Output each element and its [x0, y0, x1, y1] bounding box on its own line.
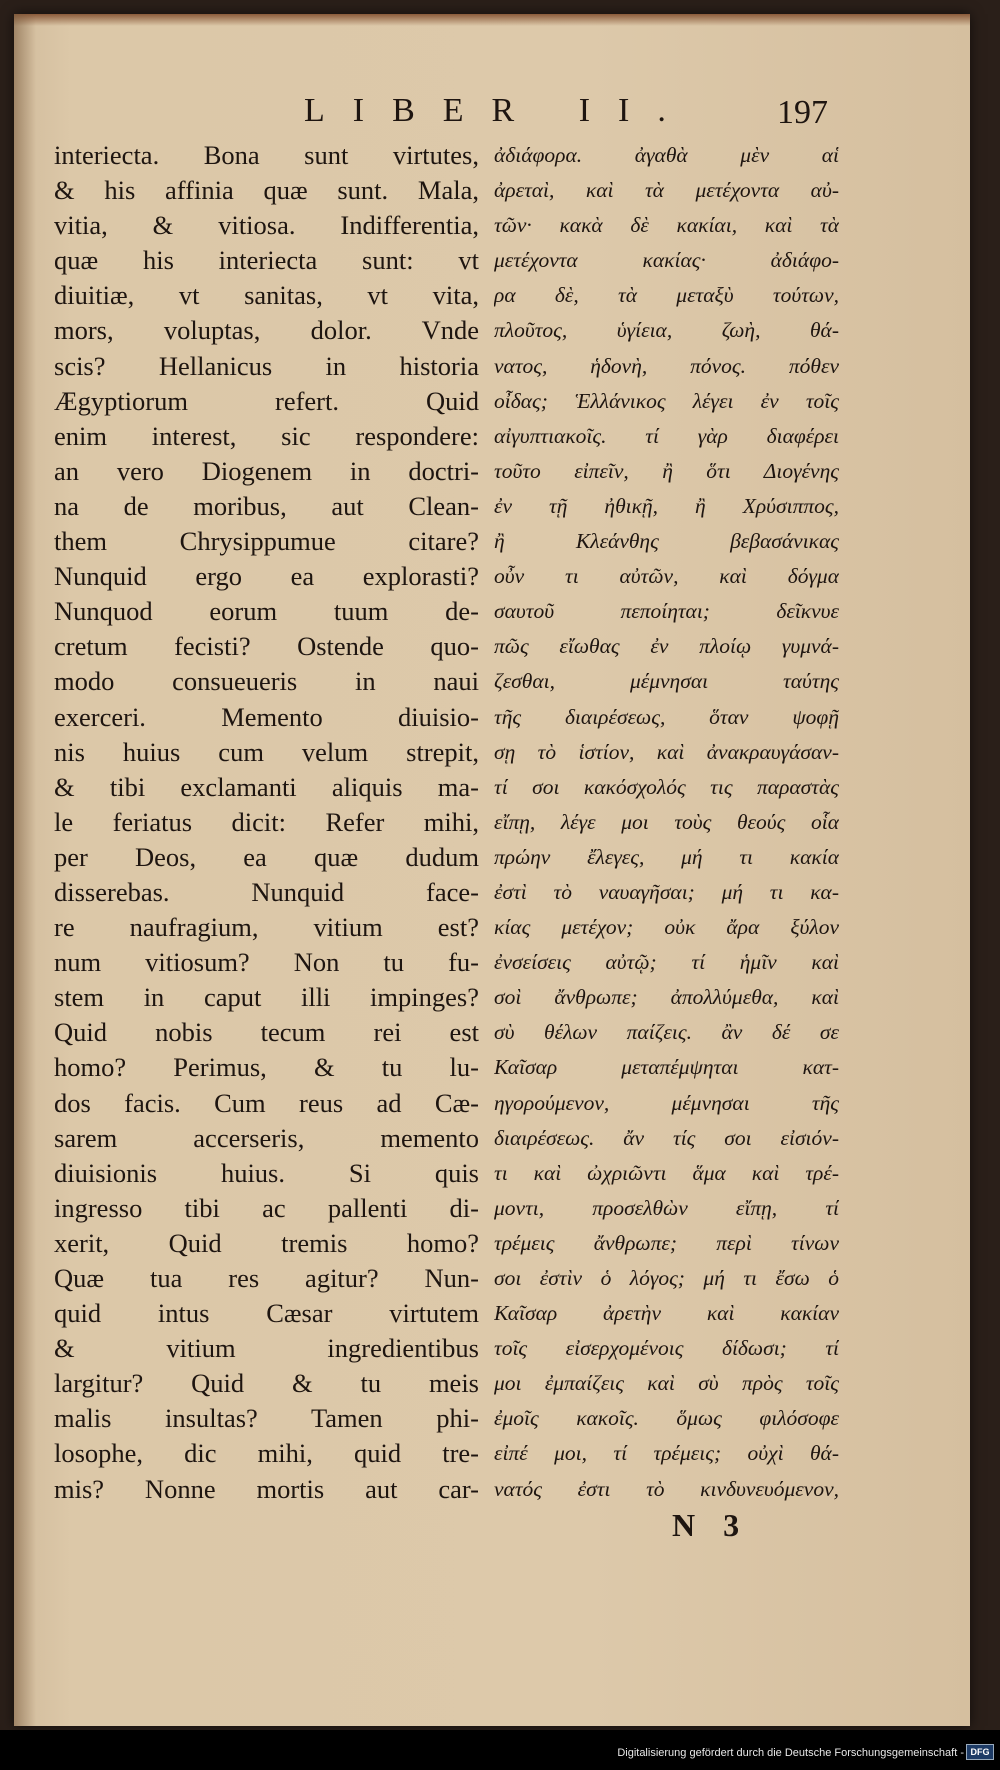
text-line: losophe, dic mihi, quid tre-	[54, 1438, 479, 1469]
text-line: num vitiosum? Non tu fu-	[54, 947, 479, 978]
text-line: τοῖς εἰσερχομένοις δίδωσι; τί	[494, 1336, 839, 1361]
text-line: interiecta. Bona sunt virtutes,	[54, 140, 479, 170]
text-line: vitia, & vitiosa. Indifferentia,	[54, 210, 479, 241]
text-line: σοὶ ἄνθρωπε; ἀπολλύμεθα, καὶ	[494, 985, 839, 1010]
text-line: σοι ἐστὶν ὁ λόγος; μή τι ἔσω ὁ	[494, 1266, 839, 1290]
text-line: πρώην ἔλεγες, μή τι κακία	[494, 844, 839, 869]
text-line: scis? Hellanicus in historia	[54, 350, 479, 381]
text-line: οὖν τι αὐτῶν, καὶ δόγμα	[494, 564, 839, 589]
text-line: xerit, Quid tremis homo?	[54, 1227, 479, 1258]
text-line: stem in caput illi impinges?	[54, 982, 479, 1013]
text-line: αἰγυπτιακοῖς. τί γὰρ διαφέρει	[494, 423, 839, 448]
text-line: Nunquid ergo ea explorasti?	[54, 561, 479, 592]
text-line: ingresso tibi ac pallenti di-	[54, 1192, 479, 1223]
text-line: εἴπῃ, λέγε μοι τοὺς θεούς οἷα	[494, 809, 839, 834]
text-line: ρα δὲ, τὰ μεταξὺ τούτων,	[494, 283, 839, 308]
latin-column	[54, 138, 479, 1507]
text-line: τῶν· κακὰ δὲ κακίαι, καὶ τὰ	[494, 213, 839, 238]
text-line: them Chrysippumue citare?	[54, 526, 479, 557]
text-line: οἶδας; Ἑλλάνικος λέγει ἐν τοῖς	[494, 388, 839, 413]
text-line: διαιρέσεως. ἄν τίς σοι εἰσιόν-	[494, 1125, 839, 1150]
text-line: homo? Perimus, & tu lu-	[54, 1052, 479, 1083]
text-line: dos facis. Cum reus ad Cæ-	[54, 1087, 479, 1118]
text-line: diuitiæ, vt sanitas, vt vita,	[54, 280, 479, 311]
text-line: le feriatus dicit: Refer mihi,	[54, 806, 479, 837]
text-line: σῃ τὸ ἱστίον, καὶ ἀνακραυγάσαν-	[494, 739, 839, 764]
text-line: re naufragium, vitium est?	[54, 912, 479, 943]
text-line: enim interest, sic respondere:	[54, 420, 479, 451]
text-line: largitur? Quid & tu meis	[54, 1368, 479, 1399]
text-line: diuisionis huius. Si quis	[54, 1157, 479, 1188]
text-line: disserebas. Nunquid face-	[54, 876, 479, 907]
text-line: Quæ tua res agitur? Nun-	[54, 1263, 479, 1293]
text-line: μετέχοντα κακίας· ἀδιάφο-	[494, 248, 839, 273]
text-line: quid intus Cæsar virtutem	[54, 1298, 479, 1329]
text-line: malis insultas? Tamen phi-	[54, 1403, 479, 1434]
text-line: εἰπέ μοι, τί τρέμεις; οὐχὶ θά-	[494, 1441, 839, 1466]
dfg-logo: DFG	[966, 1744, 994, 1760]
text-line: τῆς διαιρέσεως, ὅταν ψοφῇ	[494, 704, 839, 729]
text-line: νατος, ἡδονὴ, πόνος. πόθεν	[494, 353, 839, 378]
text-line: cretum fecisti? Ostende quo-	[54, 631, 479, 662]
text-line: μοι ἐμπαίζεις καὶ σὺ πρὸς τοῖς	[494, 1371, 839, 1396]
text-line: ἐνσείσεις αὐτῷ; τί ἡμῖν καὶ	[494, 950, 839, 975]
text-line: mors, voluptas, dolor. Vnde	[54, 315, 479, 346]
text-line: πλοῦτος, ὑγίεια, ζωὴ, θά-	[494, 318, 839, 343]
text-line: ηγορούμενον, μέμνησαι τῆς	[494, 1090, 839, 1115]
text-line: ἐμοῖς κακοῖς. ὅμως φιλόσοφε	[494, 1406, 839, 1431]
text-line: Nunquod eorum tuum de-	[54, 596, 479, 627]
signature-mark: N 3	[672, 1507, 750, 1543]
text-line: ἀρεταὶ, καὶ τὰ μετέχοντα αὐ-	[494, 178, 839, 203]
text-line: sarem accerseris, memento	[54, 1122, 479, 1153]
text-line: ζεσθαι, μέμνησαι ταύτης	[494, 669, 839, 694]
text-line: modo consueueris in naui	[54, 666, 479, 697]
text-line: ἐν τῇ ἠθικῇ, ἢ Χρύσιππος,	[494, 493, 839, 518]
book-page	[14, 14, 970, 1726]
text-line: nis huius cum velum strepit,	[54, 736, 479, 767]
text-line: ἐστὶ τὸ ναυαγῆσαι; μή τι κα-	[494, 879, 839, 904]
text-line: per Deos, ea quæ dudum	[54, 841, 479, 872]
text-line: μοντι, προσελθὼν εἴπῃ, τί	[494, 1195, 839, 1220]
page-number: 197	[777, 94, 828, 131]
text-line: exerceri. Memento diuisio-	[54, 701, 479, 732]
text-line: & tibi exclamanti aliquis ma-	[54, 771, 479, 802]
text-line: na de moribus, aut Clean-	[54, 490, 479, 521]
text-line: τι καὶ ὠχριῶντι ἅμα καὶ τρέ-	[494, 1160, 839, 1185]
footer-bar	[0, 1730, 1000, 1770]
text-line: νατός ἐστι τὸ κινδυνευόμενον,	[494, 1476, 839, 1501]
text-line: σὺ θέλων παίζεις. ἂν δέ σε	[494, 1020, 839, 1045]
text-line: quæ his interiecta sunt: vt	[54, 245, 479, 276]
page-top-stain	[14, 14, 970, 26]
text-line: an vero Diogenem in doctri-	[54, 455, 479, 486]
page-spine-edge	[14, 14, 36, 1726]
text-line: ἀδιάφορα. ἀγαθὰ μὲν αἱ	[494, 143, 839, 167]
text-line: & vitium ingredientibus	[54, 1333, 479, 1364]
text-line: Ægyptiorum refert. Quid	[54, 385, 479, 416]
text-line: mis? Nonne mortis aut car-	[54, 1473, 479, 1504]
text-line: Quid nobis tecum rei est	[54, 1017, 479, 1048]
greek-column	[494, 138, 839, 1507]
text-line: τί σοι κακόσχολός τις παραστὰς	[494, 774, 839, 799]
footer-credit: Digitalisierung gefördert durch die Deutsche Forschungsgemeinschaft -	[617, 1747, 964, 1759]
text-line: ἢ Κλεάνθης βεβασάνικας	[494, 529, 839, 554]
text-line: Καῖσαρ μεταπέμψηται κατ-	[494, 1055, 839, 1080]
text-line: κίας μετέχον; οὐκ ἄρα ξύλον	[494, 915, 839, 940]
text-line: & his affinia quæ sunt. Mala,	[54, 175, 479, 206]
text-line: σαυτοῦ πεποίηται; δεῖκνυε	[494, 599, 839, 624]
text-line: πῶς εἴωθας ἐν πλοίῳ γυμνά-	[494, 634, 839, 659]
text-line: τοῦτο εἰπεῖν, ἢ ὅτι Διογένης	[494, 458, 839, 483]
running-head: LIBER II.	[304, 92, 694, 129]
text-line: τρέμεις ἄνθρωπε; περὶ τίνων	[494, 1230, 839, 1255]
text-line: Καῖσαρ ἀρετὴν καὶ κακίαν	[494, 1301, 839, 1326]
